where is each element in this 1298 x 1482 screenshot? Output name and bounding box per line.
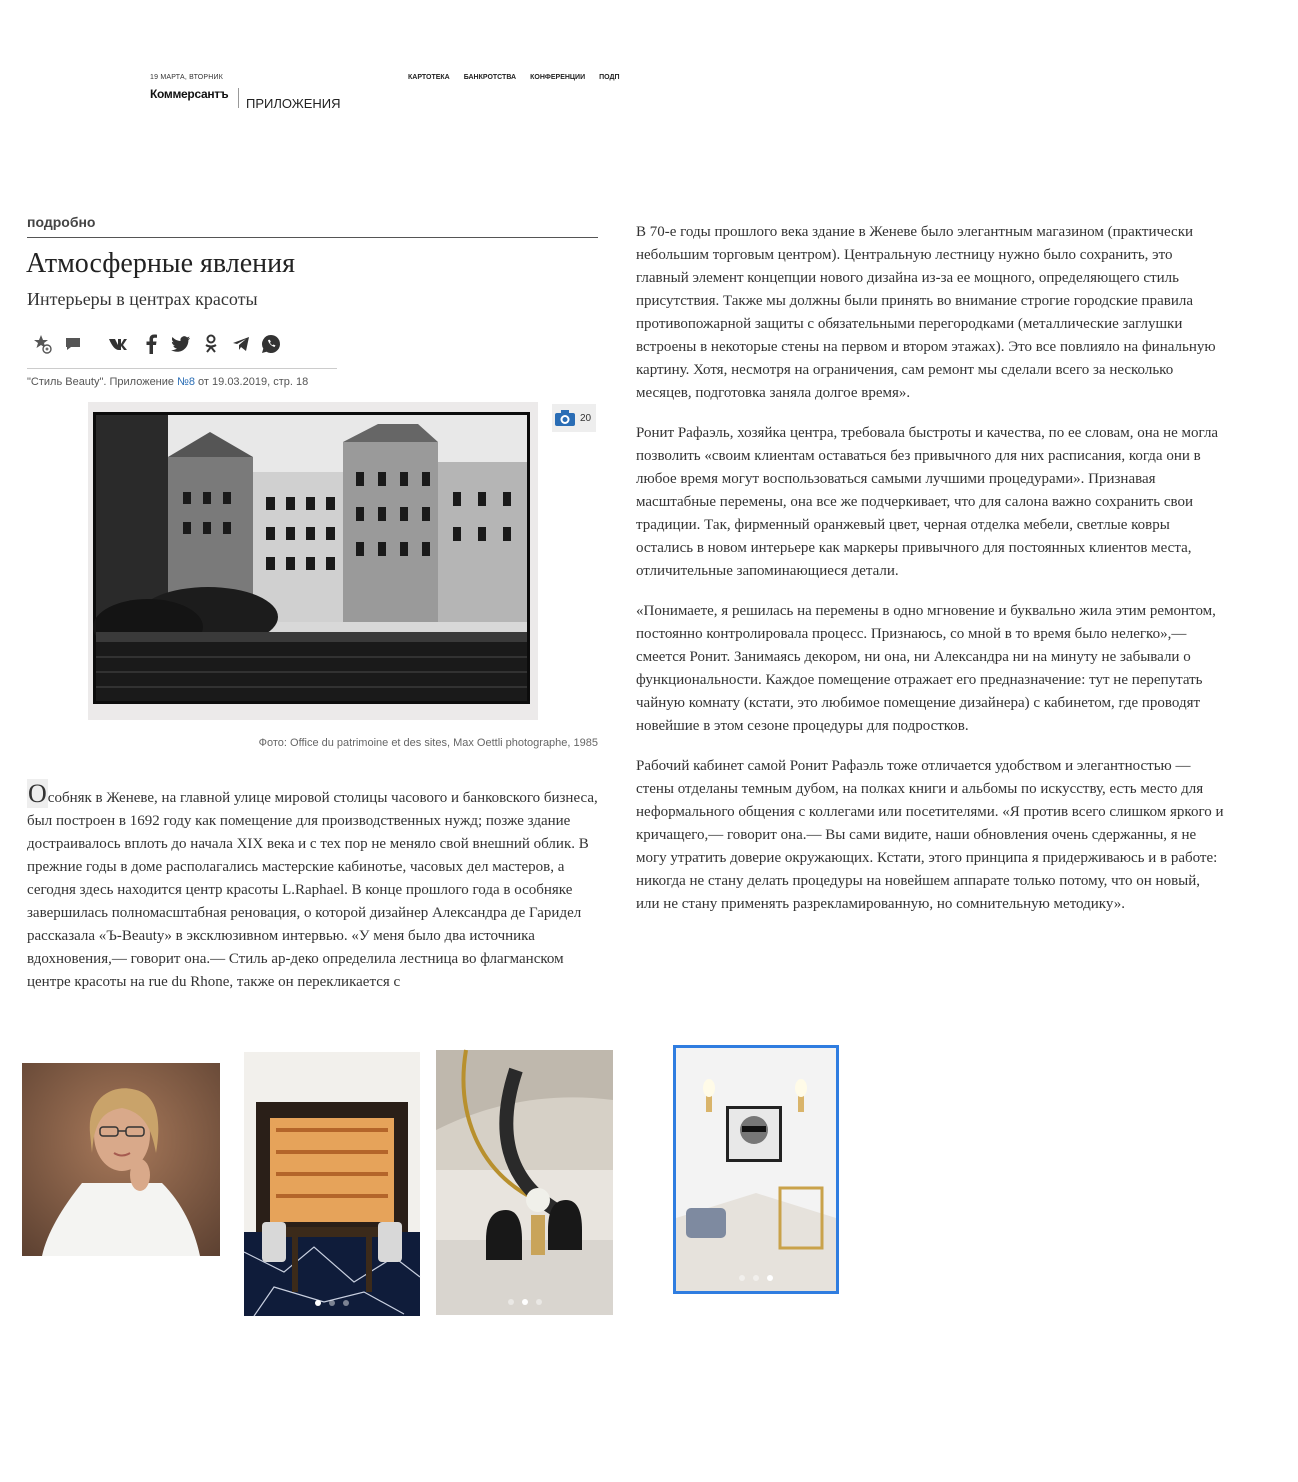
section-title[interactable]: ПРИЛОЖЕНИЯ [246,96,341,111]
comment-icon[interactable] [62,333,84,355]
carousel-dots [676,1275,836,1281]
source-prefix: "Стиль Beauty". Приложение [27,376,178,388]
article-kicker: подробно [27,214,96,230]
header-date: 19 МАРТА, ВТОРНИК [150,74,224,81]
camera-icon [554,409,576,427]
paragraph: Ронит Рафаэль, хозяйка центра, требовала быстроты и качества, по ее словам, она не могла позволить «своим клиентам оставаться без привычного для них расписания, когда они в любое время могут воспользоваться самыми лучшими процедурами». Признавая масштабные перемены, она все же подчеркивает, что для салона важно сохранить свои традиции. Так, фирменный оранжевый цвет, черная отделка мебели, светлые ковры остались в новом интерьере как маркеры привычного для постоянных клиентов места, отличительные запоминающиеся детали. [636,425,1219,579]
kicker-divider [27,237,598,238]
share-divider [27,368,337,369]
nav-item-bankrotstva[interactable]: БАНКРОТСТВА [463,74,517,81]
paragraph: Рабочий кабинет самой Ронит Рафаэль тоже отличается удобством и элегантностью — стены отделаны темным дубом, на полках книги и альбомы по искусству, есть место для неформального общения с коллегами или посетителями. «Я против всего слишком яркого и кричащего,— говорит она.— Вы сами видите, наши обновления очень сдержанны, я не могу утратить доверие окружающих. Кстати, этого принципа я придерживаюсь и в работе: никогда не стану делать процедуры на новейшем аппарате только потому, что он новый, или не стану применять разрекламированную, но сомнительную методику». [636,758,1224,912]
favorite-icon[interactable] [32,333,54,355]
header-divider [238,88,239,108]
gallery-count: 20 [580,412,592,424]
article-continued [636,221,1226,933]
article-title: Атмосферные явления [26,248,296,279]
gallery-counter[interactable] [552,404,596,432]
article-source [27,376,308,388]
lead-text: собняк в Женеве, на главной улице мировой столицы часового и банковского бизнеса, был построен в 1692 году как помещение для производственных нужд; позже здание достраивалось вплоть до начала XIX века и с тех пор не меняло свой внешний облик. В прежние годы в доме располагались мастерские кабинотье, часовых дел мастеров, а сегодня здесь находится центр красоты L.Raphael. В конце прошлого года в особняке завершилась полномасштабная реновация, о которой дизайнер Александра де Гаридел рассказала «Ъ-Beauty» в эксклюзивном интервью. «У меня было два источника вдохновения,— говорит она.— Стиль ар-деко определила лестница во флагманском центре красоты на rue du Rhone, также он перекликается с [27,790,598,990]
top-nav [408,74,620,81]
paragraph: В 70-е годы прошлого века здание в Женеве было элегантным магазином (практически небольшим торговым центром). Центральную лестницу нужно было сохранить, это главный элемент концепции нового дизайна из-за ее мощного, определяющего стиль присутствия. Также мы должны были принять во внимание строгие городские правила противопожарной защиты с обязательными перегородками (металлические заглушки встроены в некоторые стены на первом и втором этажах). Это все повлияло на финальную картину. Хотя, несмотря на ограничения, сам ремонт мы сделали всего за несколько месяцев, подготовка заняла долгое время». [636,224,1216,401]
main-photo[interactable] [88,402,538,720]
thumbnail-lounge-selected[interactable] [673,1045,839,1294]
thumbnail-spa-room[interactable] [244,1052,420,1316]
article-lead [27,779,603,1014]
twitter-icon[interactable] [170,333,192,355]
thumbnail-portrait[interactable] [22,1063,220,1256]
carousel-dots [436,1299,613,1305]
odnoklassniki-icon[interactable] [200,333,222,355]
thumbnail-staircase[interactable] [436,1050,613,1315]
nav-item-kartoteka[interactable]: КАРТОТЕКА [408,74,450,81]
paragraph: «Понимаете, я решилась на перемены в одно мгновение и буквально жила этим ремонтом, постоянно контролировала процесс. Признаюсь, со мной в то время было нелегко»,— смеется Ронит. Занимаясь декором, ни она, ни Александра ни на минуту не забывали о функциональности. Каждое помещение отражает его предназначение: тут не перепутать чайную комнату (кстати, это любимое помещение дизайнера) с кабинетом, где проводят новейшие в этом сезоне процедуры для подростков. [636,603,1216,734]
vk-icon[interactable] [110,333,132,355]
share-toolbar [32,333,290,355]
telegram-icon[interactable] [230,333,252,355]
whatsapp-icon[interactable] [260,333,282,355]
photo-caption: Фото: Office du patrimoine et des sites, Max Oettli photographe, 1985 [258,737,598,749]
nav-item-konferentsii[interactable]: КОНФЕРЕНЦИИ [530,74,586,81]
source-suffix: от 19.03.2019, стр. 18 [195,376,309,388]
carousel-dots [244,1300,420,1306]
facebook-icon[interactable] [140,333,162,355]
issue-link[interactable]: №8 [177,376,195,388]
article-subtitle: Интерьеры в центрах красоты [27,289,258,309]
site-logo[interactable]: Коммерсантъ [150,87,229,101]
nav-item-podpiska[interactable]: ПОДП [599,74,620,81]
dropcap: О [28,779,47,808]
